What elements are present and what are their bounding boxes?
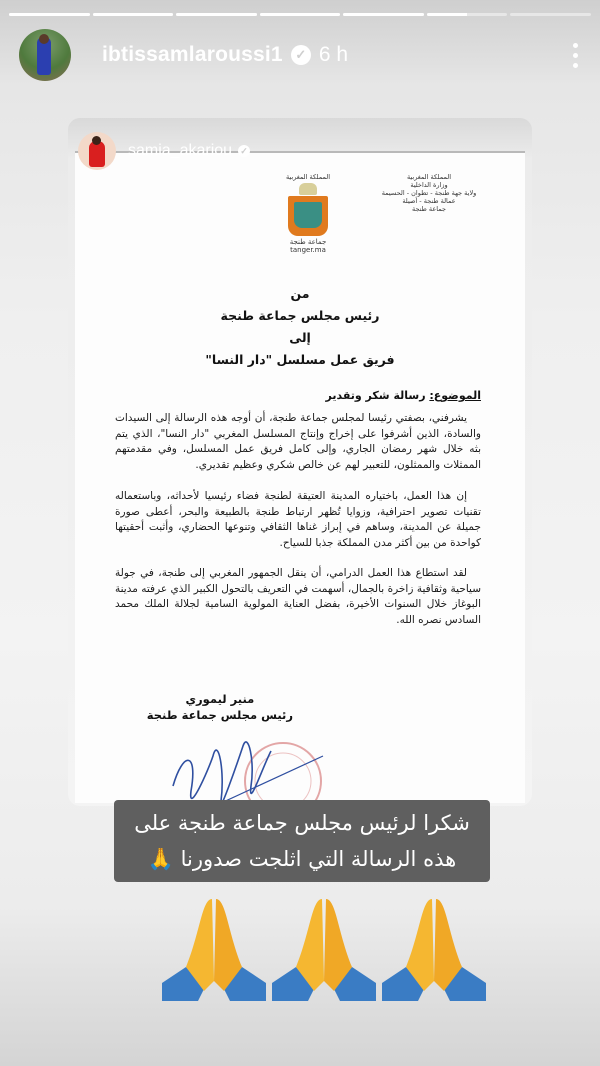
verified-badge-icon: ✓ (238, 145, 250, 157)
folded-hands-icon[interactable] (382, 893, 486, 1001)
story-header (19, 28, 580, 82)
signatory-title: رئيس مجلس جماعة طنجة (146, 708, 293, 722)
story-username[interactable]: ibtissamlaroussi1 (102, 43, 283, 66)
heading-line: رئيس مجلس جماعة طنجة (220, 308, 380, 323)
heading-line: إلى (289, 330, 311, 345)
admin-line: جماعة طنجة (411, 205, 446, 213)
progress-segment (510, 13, 591, 16)
more-vertical-icon[interactable] (570, 43, 580, 68)
story-caption (114, 800, 490, 882)
progress-segment (9, 13, 90, 16)
sticker-row (162, 893, 486, 1001)
emblem-top-text: المملكة المغربية (285, 173, 331, 181)
admin-line: عمالة طنجة - أصيلة (402, 197, 456, 205)
coat-of-arms-icon (288, 196, 328, 236)
caption-line: شكرا لرئيس مجلس جماعة طنجة على (134, 811, 470, 835)
progress-segment (93, 13, 174, 16)
letter-paragraph: إن هذا العمل، باختياره المدينة العتيقة لطنجة فضاء رئيسيا لأحداثه، وباستعماله تقنيات تصوير احترافية، وزوايا تُظهر ارتباط طنجة بالطبيعة والبحر، أعطى صورة جميلة عن المدينة، وساهم في إبراز غناها الثقافي وتنوعها الحضاري، وأثبت أحقيتها كواحدة من بين أكثر مدن المملكة جذبا للسياح. (115, 490, 481, 549)
subject-label: الموضوع: (429, 389, 481, 402)
progress-segment (260, 13, 341, 16)
letter-paragraph: يشرفني، بصفتي رئيسا لمجلس جماعة طنجة، أن أوجه هذه الرسالة إلى السيدات والسادة، الذين أشرفوا على إخراج وإنتاج المسلسل المغربي "دار النسا"، الذي يتم بثه خلال شهر رمضان الجاري، وإلى كامل فريق عمل المسلسل، وفي مقدمتهم الممثلات والممثلون، للتعبير لهم عن خالص شكري وعظيم تقديري. (115, 412, 481, 471)
admin-line: ولاية جهة طنجة - تطوان - الحسيمة (381, 189, 477, 197)
avatar[interactable] (19, 29, 71, 81)
folded-hands-icon[interactable] (272, 893, 376, 1001)
shared-post-header (78, 132, 250, 170)
letter-admin-header (369, 173, 489, 213)
crown-icon (299, 183, 317, 195)
folded-hands-icon[interactable] (162, 893, 266, 1001)
progress-segment (343, 13, 424, 16)
shared-post-username[interactable]: samia_akariou (128, 142, 233, 159)
letter-heading (75, 283, 525, 371)
story-progress-bar (9, 13, 591, 16)
shared-post-card[interactable] (68, 118, 532, 806)
emblem-city-text: جماعة طنجة (289, 238, 327, 246)
letter-subject (326, 389, 481, 402)
signatory-name: منير ليموري (185, 692, 255, 706)
admin-line: وزارة الداخلية (410, 181, 448, 189)
story-timestamp: 6 h (318, 43, 349, 66)
heading-line: فريق عمل مسلسل "دار النسا" (205, 352, 395, 367)
shared-post-avatar[interactable] (78, 132, 116, 170)
signature-and-stamp (163, 731, 333, 806)
subject-text: رسالة شكر وتقدير (325, 389, 426, 402)
verified-badge-icon: ✓ (291, 45, 311, 65)
progress-segment-current (427, 13, 508, 16)
signatory-block (147, 691, 293, 723)
letter-document (75, 151, 525, 803)
tangier-emblem (275, 173, 341, 254)
heading-line: من (290, 286, 310, 301)
progress-segment (176, 13, 257, 16)
admin-line: المملكة المغربية (406, 173, 452, 181)
caption-line: هذه الرسالة التي اثلجت صدورنا 🙏 (147, 847, 457, 871)
emblem-site-text: tanger.ma (290, 246, 326, 254)
letter-paragraph: لقد استطاع هذا العمل الدرامي، أن ينقل الجمهور المغربي إلى طنجة، في جولة سياحية وثقافية زاخرة بالجمال، أسهمت في التعريف بالتحول الكبير الذي عرفته مدينة البوغاز خلال السنوات الأخيرة، بفضل العناية المولوية السامية لجلالة الملك محمد السادس نصره الله. (115, 567, 481, 626)
